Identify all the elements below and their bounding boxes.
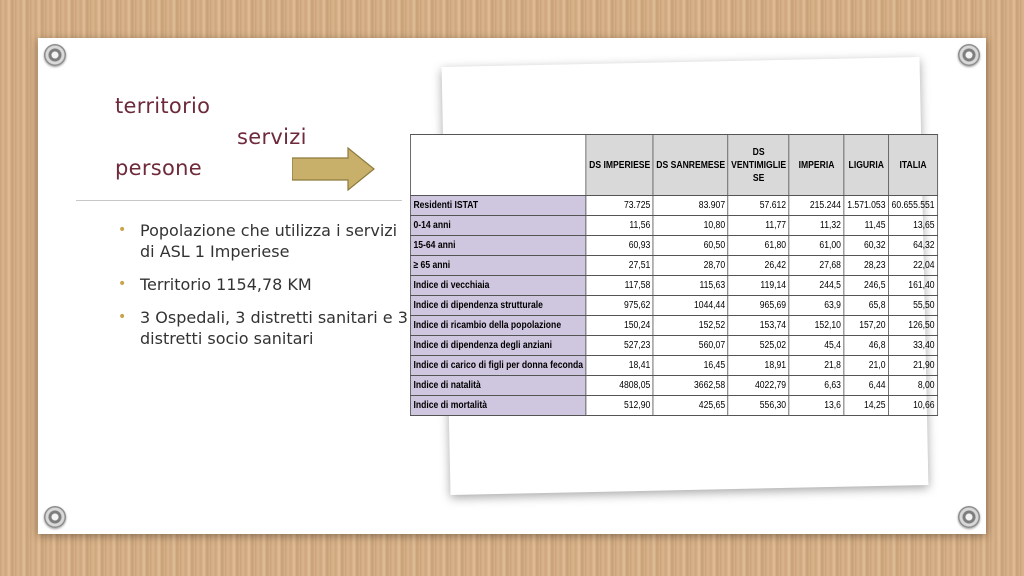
table-row xyxy=(410,216,937,236)
bullet-text: 3 Ospedali, 3 distretti sanitari e 3 distretti socio sanitari xyxy=(140,308,408,348)
table-cell: 45,4 xyxy=(789,336,844,356)
table-cell: 21,0 xyxy=(844,356,889,376)
table-header-row xyxy=(410,135,937,196)
table-cell: 60,32 xyxy=(844,236,889,256)
column-header: ITALIA xyxy=(889,135,938,196)
row-label: Indice di mortalità xyxy=(410,396,586,416)
bullet-dot-icon: • xyxy=(118,309,127,325)
table-cell: 3662,58 xyxy=(653,376,728,396)
table-cell: 215.244 xyxy=(789,196,844,216)
table-body xyxy=(410,196,937,416)
table-row xyxy=(410,376,937,396)
pin-top-left-icon xyxy=(44,44,66,66)
column-header: DS IMPERIESE xyxy=(586,135,653,196)
table-cell: 244,5 xyxy=(789,276,844,296)
table-cell: 21,90 xyxy=(889,356,938,376)
pin-top-right-icon xyxy=(958,44,980,66)
table-row xyxy=(410,276,937,296)
table-cell: 975,62 xyxy=(586,296,653,316)
table-cell: 425,65 xyxy=(653,396,728,416)
table-cell: 153,74 xyxy=(728,316,789,336)
table-cell: 512,90 xyxy=(586,396,653,416)
bullet-item xyxy=(118,274,408,295)
table-cell: 60.655.551 xyxy=(889,196,938,216)
table-cell: 28,23 xyxy=(844,256,889,276)
column-header: IMPERIA xyxy=(789,135,844,196)
title-territorio: territorio xyxy=(115,94,211,118)
table-cell: 527,23 xyxy=(586,336,653,356)
table-cell: 13,65 xyxy=(889,216,938,236)
bullet-item xyxy=(118,307,408,349)
bullet-text: Territorio 1154,78 KM xyxy=(140,275,312,294)
table-row xyxy=(410,336,937,356)
table-cell: 64,32 xyxy=(889,236,938,256)
table-cell: 115,63 xyxy=(653,276,728,296)
table-cell: 60,93 xyxy=(586,236,653,256)
table-cell: 11,32 xyxy=(789,216,844,236)
table-row xyxy=(410,396,937,416)
table-cell: 4808,05 xyxy=(586,376,653,396)
table-cell: 21,8 xyxy=(789,356,844,376)
table-cell: 13,6 xyxy=(789,396,844,416)
table-cell: 150,24 xyxy=(586,316,653,336)
column-header: DS SANREMESE xyxy=(653,135,728,196)
table-cell: 560,07 xyxy=(653,336,728,356)
table-cell: 18,91 xyxy=(728,356,789,376)
table-cell: 8,00 xyxy=(889,376,938,396)
table-cell: 10,66 xyxy=(889,396,938,416)
table-cell: 55,50 xyxy=(889,296,938,316)
table-row xyxy=(410,256,937,276)
table-cell: 28,70 xyxy=(653,256,728,276)
bullet-item xyxy=(118,220,408,262)
right-arrow-icon xyxy=(292,146,376,192)
row-label: Residenti ISTAT xyxy=(410,196,586,216)
row-label: Indice di carico di figli per donna feconda xyxy=(410,356,586,376)
column-header: LIGURIA xyxy=(844,135,889,196)
table-cell: 11,45 xyxy=(844,216,889,236)
table-cell: 46,8 xyxy=(844,336,889,356)
title-servizi: servizi xyxy=(237,125,307,149)
bullet-list xyxy=(118,220,408,361)
table-cell: 83.907 xyxy=(653,196,728,216)
bullet-dot-icon: • xyxy=(118,222,127,238)
table-cell: 157,20 xyxy=(844,316,889,336)
row-label: Indice di natalità xyxy=(410,376,586,396)
column-header: DS VENTIMIGLIE SE xyxy=(728,135,789,196)
table-cell: 4022,79 xyxy=(728,376,789,396)
title-persone: persone xyxy=(115,156,203,180)
table-cell: 11,56 xyxy=(586,216,653,236)
table-cell: 14,25 xyxy=(844,396,889,416)
table-cell: 126,50 xyxy=(889,316,938,336)
table-cell: 117,58 xyxy=(586,276,653,296)
table-cell: 73.725 xyxy=(586,196,653,216)
table-cell: 18,41 xyxy=(586,356,653,376)
table-cell: 1044,44 xyxy=(653,296,728,316)
table-cell: 1.571.053 xyxy=(844,196,889,216)
bullet-dot-icon: • xyxy=(118,276,127,292)
table-cell: 246,5 xyxy=(844,276,889,296)
table-row xyxy=(410,316,937,336)
table-cell: 65,8 xyxy=(844,296,889,316)
table-cell: 63,9 xyxy=(789,296,844,316)
row-label: 0-14 anni xyxy=(410,216,586,236)
table-cell: 6,63 xyxy=(789,376,844,396)
row-label: ≥ 65 anni xyxy=(410,256,586,276)
row-label: Indice di dipendenza strutturale xyxy=(410,296,586,316)
statistics-table xyxy=(410,134,938,416)
table-row xyxy=(410,296,937,316)
table-cell: 556,30 xyxy=(728,396,789,416)
table-cell: 10,80 xyxy=(653,216,728,236)
table-cell: 152,10 xyxy=(789,316,844,336)
table-corner-cell xyxy=(410,135,586,196)
table-cell: 152,52 xyxy=(653,316,728,336)
table-row xyxy=(410,356,937,376)
row-label: Indice di vecchiaia xyxy=(410,276,586,296)
title-divider xyxy=(76,200,402,201)
table-row xyxy=(410,196,937,216)
table-cell: 965,69 xyxy=(728,296,789,316)
table-cell: 33,40 xyxy=(889,336,938,356)
pin-bottom-left-icon xyxy=(44,506,66,528)
row-label: Indice di dipendenza degli anziani xyxy=(410,336,586,356)
bullet-text: Popolazione che utilizza i servizi di ASL 1 Imperiese xyxy=(140,221,398,261)
row-label: Indice di ricambio della popolazione xyxy=(410,316,586,336)
pin-bottom-right-icon xyxy=(958,506,980,528)
table-row xyxy=(410,236,937,256)
table-cell: 161,40 xyxy=(889,276,938,296)
row-label: 15-64 anni xyxy=(410,236,586,256)
table-cell: 61,00 xyxy=(789,236,844,256)
table-cell: 16,45 xyxy=(653,356,728,376)
table-cell: 27,51 xyxy=(586,256,653,276)
table-cell: 6,44 xyxy=(844,376,889,396)
table-cell: 61,80 xyxy=(728,236,789,256)
table-cell: 26,42 xyxy=(728,256,789,276)
table-cell: 27,68 xyxy=(789,256,844,276)
table-cell: 57.612 xyxy=(728,196,789,216)
table-cell: 119,14 xyxy=(728,276,789,296)
table-cell: 60,50 xyxy=(653,236,728,256)
table-cell: 22,04 xyxy=(889,256,938,276)
table-cell: 11,77 xyxy=(728,216,789,236)
table-cell: 525,02 xyxy=(728,336,789,356)
